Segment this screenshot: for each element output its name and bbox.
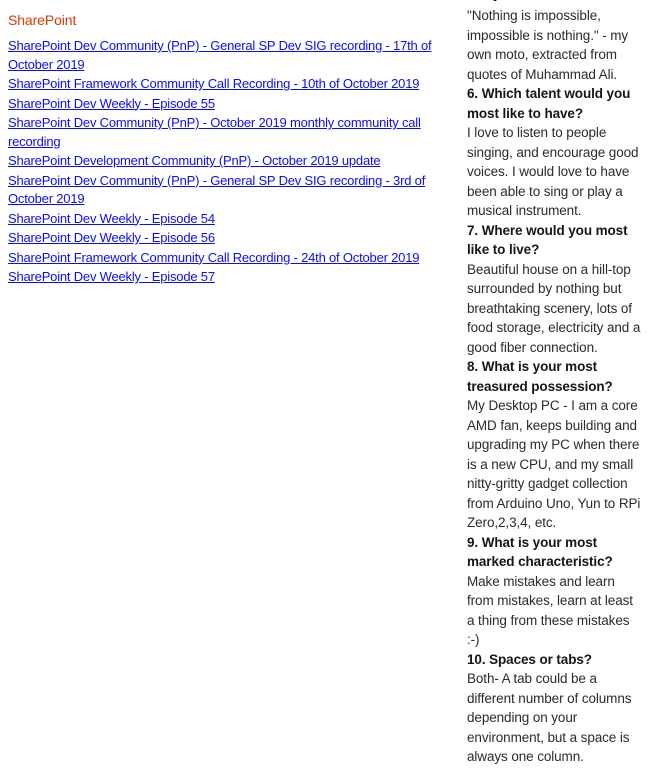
list-item (8, 249, 458, 268)
article-link[interactable]: SharePoint Framework Community Call Recording - 10th of October 2019 (8, 76, 420, 91)
list-item (8, 37, 458, 74)
qa-answer: I love to listen to people singing, and encourage good voices. I would love to have been able to sing or play a musical instrument. (467, 125, 639, 218)
article-link[interactable]: SharePoint Development Community (PnP) - October 2019 update (8, 153, 381, 168)
list-item (8, 95, 458, 114)
qa-answer: Beautiful house on a hill-top surrounded by nothing but breathtaking scenery, lots of food storage, electricity and a good fiber connection. (467, 261, 641, 355)
qa-sidebar (467, 0, 641, 767)
article-link-list (8, 37, 458, 287)
list-item (8, 229, 458, 248)
list-item (8, 114, 458, 151)
qa-blocks (467, 6, 641, 767)
clipped-text-fragment (467, 0, 641, 6)
sharepoint-section-heading: SharePoint (8, 12, 77, 28)
qa-question: 10. Spaces or tabs? (467, 651, 592, 667)
article-link[interactable]: SharePoint Dev Community (PnP) - October 2019 monthly community call recording (8, 115, 421, 149)
list-item (8, 268, 458, 287)
article-link[interactable]: SharePoint Dev Community (PnP) - General SP Dev SIG recording - 3rd of October 2019 (8, 172, 426, 206)
qa-answer: Both- A tab could be a different number of columns depending on your environment, but a space is always one column. (467, 671, 632, 764)
list-item (8, 210, 458, 229)
list-item (8, 75, 458, 94)
qa-answer: "Nothing is impossible, impossible is nothing." - my own moto, extracted from quotes of Muhammad Ali. (467, 8, 629, 82)
article-link[interactable]: SharePoint Framework Community Call Recording - 24th of October 2019 (8, 249, 420, 265)
article-link[interactable]: SharePoint Dev Weekly - Episode 56 (8, 230, 215, 245)
list-item (8, 172, 458, 209)
sharepoint-links-section (8, 12, 458, 288)
qa-question: 8. What is your most treasured possession? (467, 359, 613, 394)
qa-answer: My Desktop PC - I am a core AMD fan, keeps building and upgrading my PC when there is a new CPU, and my small nitty-gritty gadget collection from Arduino Uno, Yun to RPi Zero,2,3,4, etc. (467, 398, 641, 530)
article-link[interactable]: SharePoint Dev Weekly - Episode 55 (8, 95, 215, 111)
list-item (8, 152, 458, 171)
qa-question: 7. Where would you most like to live? (467, 222, 628, 257)
article-link[interactable]: SharePoint Dev Weekly - Episode 54 (8, 210, 215, 226)
article-link[interactable]: SharePoint Dev Community (PnP) - General SP Dev SIG recording - 17th of October 2019 (8, 38, 432, 72)
article-link[interactable]: SharePoint Dev Weekly - Episode 57 (8, 269, 215, 284)
qa-answer: Make mistakes and learn from mistakes, learn at least a thing from these mistakes :-) (467, 573, 633, 647)
qa-question: 9. What is your most marked characteristic? (467, 534, 613, 569)
qa-question: 6. Which talent would you most like to have? (467, 86, 631, 121)
